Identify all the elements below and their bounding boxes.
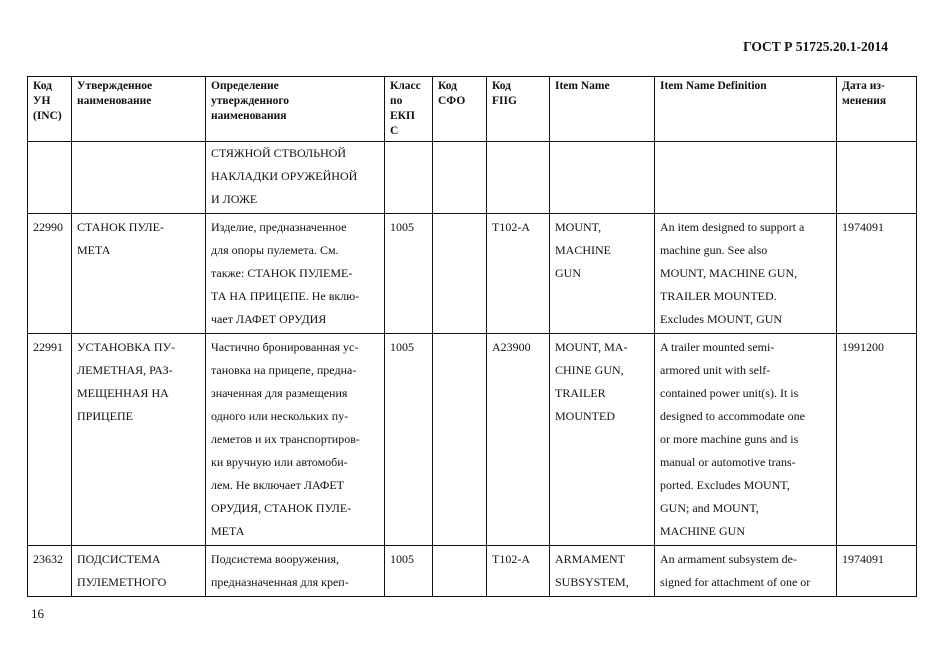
cell-text-line: СТЯЖНОЙ СТВОЛЬНОЙ bbox=[211, 146, 347, 160]
inc-code-cell: 22990 bbox=[28, 214, 72, 334]
cell-text-line: также: СТАНОК ПУЛЕМЕ- bbox=[211, 266, 353, 280]
change-date-cell: 1974091 bbox=[837, 546, 917, 597]
cell-text-line: лем. Не включает ЛАФЕТ bbox=[211, 478, 345, 492]
class-cell bbox=[385, 142, 433, 214]
cell-text-line: designed to accommodate one bbox=[660, 409, 805, 423]
definition-cell bbox=[206, 214, 385, 334]
item-name-cell bbox=[550, 546, 655, 597]
cell-text-line: TRAILER MOUNTED. bbox=[660, 289, 777, 303]
item-name-definition-cell bbox=[655, 142, 837, 214]
cell-text-line: ПРИЦЕПЕ bbox=[77, 409, 133, 423]
cell-text-line: TRAILER bbox=[555, 386, 606, 400]
cell-text-line: An armament subsystem de- bbox=[660, 552, 797, 566]
table-row bbox=[28, 334, 917, 546]
item-name-definition-cell bbox=[655, 546, 837, 597]
approved-name-cell bbox=[72, 334, 206, 546]
cell-text-line: ки вручную или автомоби- bbox=[211, 455, 348, 469]
header-sfo-code bbox=[433, 77, 487, 142]
cell-text-line: MOUNTED bbox=[555, 409, 615, 423]
sfo-code-cell bbox=[433, 142, 487, 214]
table-row bbox=[28, 214, 917, 334]
cell-text-line: Excludes MOUNT, GUN bbox=[660, 312, 783, 326]
cell-text-line: ARMAMENT bbox=[555, 552, 626, 566]
class-cell: 1005 bbox=[385, 334, 433, 546]
cell-text-line: НАКЛАДКИ ОРУЖЕЙНОЙ bbox=[211, 169, 358, 183]
header-approved-name bbox=[72, 77, 206, 142]
cell-text-line: ОРУДИЯ, СТАНОК ПУЛЕ- bbox=[211, 501, 352, 515]
header-text-line: Item Name Definition bbox=[660, 80, 767, 92]
fiig-code-cell: T102-A bbox=[487, 214, 550, 334]
class-cell: 1005 bbox=[385, 546, 433, 597]
header-text-line: Дата из- bbox=[842, 80, 885, 92]
cell-text-line: чает ЛАФЕТ ОРУДИЯ bbox=[211, 312, 327, 326]
item-name-definition-cell bbox=[655, 214, 837, 334]
cell-text-line: для опоры пулемета. См. bbox=[211, 243, 339, 257]
cell-text-line: An item designed to support a bbox=[660, 220, 805, 234]
fiig-code-cell bbox=[487, 142, 550, 214]
header-class bbox=[385, 77, 433, 142]
cell-text-line: SUBSYSTEM, bbox=[555, 575, 629, 589]
cell-text-line: A trailer mounted semi- bbox=[660, 340, 775, 354]
cell-text-line: предназначенная для креп- bbox=[211, 575, 349, 589]
cell-text-line: Частично бронированная ус- bbox=[211, 340, 359, 354]
document-title: ГОСТ Р 51725.20.1-2014 bbox=[743, 39, 888, 54]
inc-code-cell bbox=[28, 142, 72, 214]
header-text-line: Код bbox=[492, 80, 512, 92]
fiig-code-cell: T102-A bbox=[487, 546, 550, 597]
header-change-date bbox=[837, 77, 917, 142]
cell-text-line: MACHINE bbox=[555, 243, 611, 257]
change-date-cell bbox=[837, 142, 917, 214]
cell-text-line: одного или нескольких пу- bbox=[211, 409, 349, 423]
sfo-code-cell bbox=[433, 214, 487, 334]
cell-text-line: Подсистема вооружения, bbox=[211, 552, 339, 566]
cell-text-line: or more machine guns and is bbox=[660, 432, 799, 446]
cell-text-line: УСТАНОВКА ПУ- bbox=[77, 340, 176, 354]
approved-name-cell bbox=[72, 214, 206, 334]
cell-text-line: MACHINE GUN bbox=[660, 524, 745, 538]
item-name-definition-cell bbox=[655, 334, 837, 546]
header-text-line: Утвержденное bbox=[77, 80, 153, 92]
header-text-line: FIIG bbox=[492, 95, 517, 107]
header-text-line: Класс bbox=[390, 80, 421, 92]
header-text-line: (INC) bbox=[33, 110, 62, 122]
header-text-line: С bbox=[390, 125, 399, 137]
item-name-cell bbox=[550, 142, 655, 214]
header-text-line: СФО bbox=[438, 95, 466, 107]
cell-text-line: МЕТА bbox=[211, 524, 245, 538]
table-row bbox=[28, 142, 917, 214]
header-text-line: ЕКП bbox=[390, 110, 415, 122]
cell-text-line: manual or automotive trans- bbox=[660, 455, 796, 469]
header-item-name-definition bbox=[655, 77, 837, 142]
header-text-line: по bbox=[390, 95, 403, 107]
cell-text-line: MOUNT, bbox=[555, 220, 602, 234]
cell-text-line: MOUNT, MA- bbox=[555, 340, 628, 354]
header-text-line: Код bbox=[438, 80, 458, 92]
approved-name-cell bbox=[72, 142, 206, 214]
cell-text-line: СТАНОК ПУЛЕ- bbox=[77, 220, 165, 234]
cell-text-line: ported. Excludes MOUNT, bbox=[660, 478, 790, 492]
table-header-row bbox=[28, 77, 917, 142]
cell-text-line: значенная для размещения bbox=[211, 386, 348, 400]
change-date-cell: 1974091 bbox=[837, 214, 917, 334]
header-text-line: УН bbox=[33, 95, 51, 107]
sfo-code-cell bbox=[433, 546, 487, 597]
table-row bbox=[28, 546, 917, 597]
header-text-line: Определение bbox=[211, 80, 279, 92]
header-text-line: Код bbox=[33, 80, 53, 92]
header-inc-code bbox=[28, 77, 72, 142]
item-name-cell bbox=[550, 214, 655, 334]
cell-text-line: GUN; and MOUNT, bbox=[660, 501, 759, 515]
cell-text-line: contained power unit(s). It is bbox=[660, 386, 799, 400]
change-date-cell: 1991200 bbox=[837, 334, 917, 546]
fiig-code-cell: A23900 bbox=[487, 334, 550, 546]
cell-text-line: ПОДСИСТЕМА bbox=[77, 552, 161, 566]
cell-text-line: armored unit with self- bbox=[660, 363, 771, 377]
cell-text-line: леметов и их транспортиров- bbox=[211, 432, 360, 446]
header-text-line: Item Name bbox=[555, 80, 610, 92]
definition-cell bbox=[206, 334, 385, 546]
cell-text-line: signed for attachment of one or bbox=[660, 575, 811, 589]
cell-text-line: И ЛОЖЕ bbox=[211, 192, 258, 206]
approved-name-cell bbox=[72, 546, 206, 597]
header-text-line: менения bbox=[842, 95, 887, 107]
cell-text-line: ЛЕМЕТНАЯ, РАЗ- bbox=[77, 363, 173, 377]
cell-text-line: GUN bbox=[555, 266, 581, 280]
header-item-name bbox=[550, 77, 655, 142]
sfo-code-cell bbox=[433, 334, 487, 546]
cell-text-line: machine gun. See also bbox=[660, 243, 768, 257]
class-cell: 1005 bbox=[385, 214, 433, 334]
cell-text-line: ТА НА ПРИЦЕПЕ. Не вклю- bbox=[211, 289, 360, 303]
cell-text-line: CHINE GUN, bbox=[555, 363, 624, 377]
definition-cell bbox=[206, 142, 385, 214]
cell-text-line: MOUNT, MACHINE GUN, bbox=[660, 266, 798, 280]
cell-text-line: тановка на прицепе, предна- bbox=[211, 363, 357, 377]
item-name-cell bbox=[550, 334, 655, 546]
definition-cell bbox=[206, 546, 385, 597]
cell-text-line: МЕТА bbox=[77, 243, 111, 257]
header-text-line: наименование bbox=[77, 95, 152, 107]
inc-code-cell: 23632 bbox=[28, 546, 72, 597]
header-text-line: утвержденного bbox=[211, 95, 290, 107]
cell-text-line: МЕЩЕННАЯ НА bbox=[77, 386, 169, 400]
inc-code-cell: 22991 bbox=[28, 334, 72, 546]
header-definition bbox=[206, 77, 385, 142]
cell-text-line: ПУЛЕМЕТНОГО bbox=[77, 575, 167, 589]
cell-text-line: Изделие, предназначенное bbox=[211, 220, 347, 234]
page-number: 16 bbox=[31, 606, 44, 621]
classification-table bbox=[27, 76, 917, 597]
header-fiig-code bbox=[487, 77, 550, 142]
header-text-line: наименования bbox=[211, 110, 287, 122]
